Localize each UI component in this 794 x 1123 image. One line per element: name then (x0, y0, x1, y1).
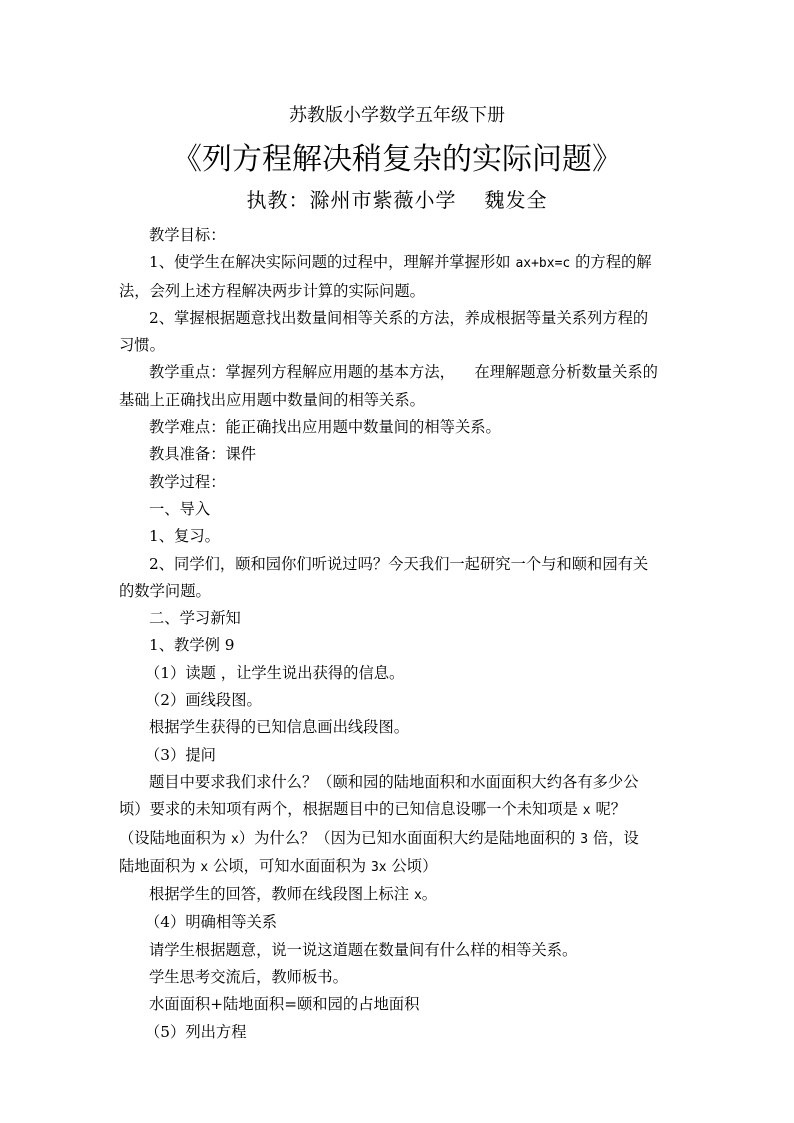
text-line: 教学难点：能正确找出应用题中数量间的相等关系。 (149, 418, 501, 437)
text-line: 题目中要求我们求什么？（颐和园的陆地面积和水面面积大约各有多少公 (149, 772, 639, 791)
text-line: 根据学生的回答，教师在线段图上标注 x。 (149, 885, 438, 904)
text-line: 1、教学例 9 (149, 636, 235, 655)
text-line: 2、同学们，颐和园你们听说过吗？今天我们一起研究一个与和颐和园有关 (149, 554, 649, 573)
text-line: 1、使学生在解决实际问题的过程中，理解并掌握形如 ax+bx=c 的方程的解 (149, 253, 652, 272)
text-line: （2）画线段图。 (145, 691, 262, 710)
text-line: 教学目标： (149, 226, 226, 244)
text-line: 陆地面积为 x 公顷，可知水面面积为 3x 公顷） (119, 856, 438, 875)
text-line: 法，会列上述方程解决两步计算的实际问题。 (119, 281, 425, 300)
document-title: 《列方程解决稍复杂的实际问题》 (172, 142, 622, 177)
text-line: （设陆地面积为 x）为什么？（因为已知水面面积大约是陆地面积的 3 倍，设 (119, 828, 639, 847)
text-line: 请学生根据题意，说一说这道题在数量间有什么样的相等关系。 (149, 940, 578, 959)
author-line (0, 184, 794, 216)
author-name: 魏发全 (484, 188, 548, 212)
text-line: 一、导入 (149, 499, 211, 518)
text-line: 教学重点：掌握列方程解应用题的基本方法， 在理解题意分析数量关系的 (149, 363, 658, 382)
document-subtitle: 苏教版小学数学五年级下册 (289, 105, 505, 126)
text-line: 1、复习。 (149, 527, 220, 546)
text-line: （3）提问 (145, 745, 216, 764)
text-line: 水面面积+陆地面积=颐和园的占地面积 (149, 995, 420, 1014)
text-line: 教学过程： (149, 472, 226, 491)
text-line: （5）列出方程 (145, 1022, 247, 1041)
text-line: 2、掌握根据题意找出数量间相等关系的方法，养成根据等量关系列方程的 (149, 308, 649, 327)
text-line: 习惯。 (119, 336, 165, 355)
document-body (119, 222, 679, 1046)
author-school: 执教：滁州市紫薇小学 (246, 188, 457, 212)
text-line: 基础上正确找出应用题中数量间的相等关系。 (119, 390, 425, 409)
text-line: 教具准备：课件 (149, 445, 257, 464)
text-line: 根据学生获得的已知信息画出线段图。 (149, 718, 410, 737)
text-line: 的数学问题。 (119, 581, 211, 600)
text-line: 二、学习新知 (149, 609, 241, 628)
text-line: （4）明确相等关系 (145, 913, 278, 932)
text-line: 顷）要求的未知项有两个，根据题目中的已知信息设哪一个未知项是 x 呢？ (119, 800, 627, 819)
text-line: （1）读题 ，让学生说出获得的信息。 (145, 663, 405, 682)
text-line: 学生思考交流后，教师板书。 (149, 968, 348, 987)
